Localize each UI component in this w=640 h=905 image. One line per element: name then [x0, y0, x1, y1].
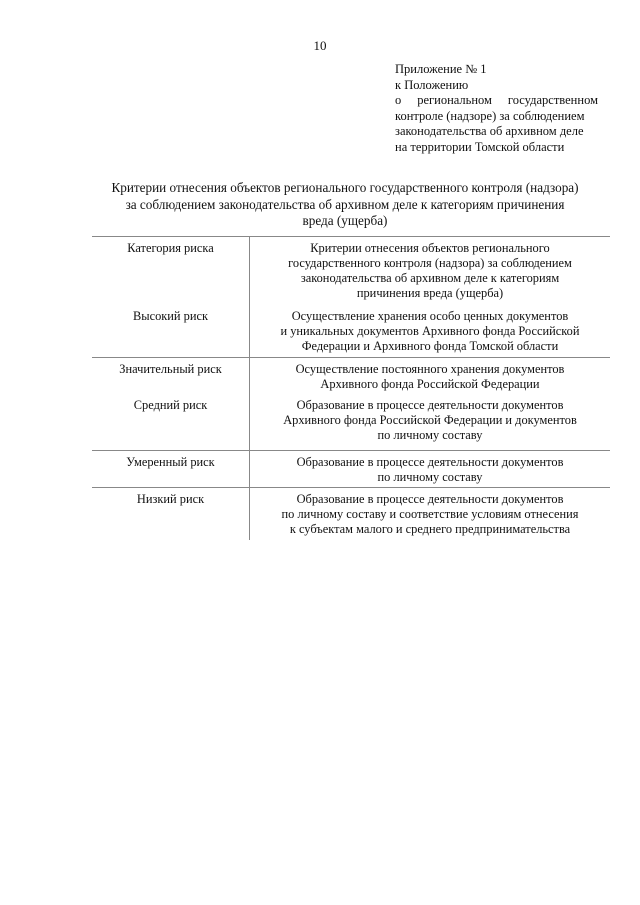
appendix-block: [395, 62, 598, 156]
criteria-line: по личному составу и соответствие условиям отнесения: [281, 507, 579, 521]
criteria-cell: [250, 488, 610, 540]
appendix-line: Приложение № 1: [395, 62, 487, 76]
criteria-line: Архивного фонда Российской Федерации и документов: [283, 413, 577, 427]
title-line: вреда (ущерба): [302, 213, 388, 228]
category-text: Низкий риск: [136, 492, 205, 506]
criteria-line: Осуществление постоянного хранения документов: [295, 362, 565, 376]
appendix-line: законодательства об архивном деле: [395, 124, 584, 139]
header-criteria-line: законодательства об архивном деле к категориям: [300, 271, 560, 285]
category-cell: [92, 394, 250, 450]
appendix-line: на территории Томской области: [395, 139, 565, 154]
title-line: за соблюдением законодательства об архивном деле к категориям причинения: [125, 196, 565, 212]
criteria-line: Осуществление хранения особо ценных документов: [291, 309, 569, 323]
category-cell: [92, 305, 250, 357]
header-criteria-line: государственного контроля (надзора) за соблюдением: [288, 256, 572, 270]
table-row: [92, 305, 610, 357]
risk-criteria-table: [92, 236, 610, 540]
table-header-row: [92, 237, 610, 305]
category-text: Высокий риск: [132, 309, 208, 323]
category-text: Средний риск: [133, 398, 208, 412]
criteria-line: по личному составу: [377, 428, 483, 442]
table-row: [92, 487, 610, 540]
category-text: Значительный риск: [119, 362, 222, 376]
criteria-cell: [250, 358, 610, 394]
criteria-line: Образование в процессе деятельности документов: [296, 455, 564, 469]
criteria-cell: [250, 305, 610, 357]
appendix-line: к Положению: [395, 77, 469, 92]
criteria-cell: [250, 394, 610, 450]
document-title: [88, 180, 602, 230]
table-row: [92, 357, 610, 394]
header-criteria-line: причинения вреда (ущерба): [356, 286, 504, 300]
appendix-line: о региональном государственном: [395, 93, 598, 108]
header-criteria-line: Критерии отнесения объектов регионального: [310, 241, 550, 255]
appendix-line: контроле (надзоре) за соблюдением: [395, 108, 585, 123]
category-text: Умеренный риск: [126, 455, 215, 469]
table-row: [92, 450, 610, 487]
criteria-line: по личному составу: [377, 470, 483, 484]
criteria-line: Архивного фонда Российской Федерации: [320, 377, 540, 391]
criteria-cell: [250, 451, 610, 487]
title-line: Критерии отнесения объектов регионального государственного контроля (надзора): [111, 180, 579, 195]
criteria-line: Образование в процессе деятельности документов: [296, 398, 564, 412]
category-cell: [92, 488, 250, 540]
category-cell: [92, 451, 250, 487]
criteria-line: к субъектам малого и среднего предпринимательства: [289, 522, 571, 536]
header-criteria-cell: [250, 237, 610, 305]
criteria-line: Образование в процессе деятельности документов: [296, 492, 564, 506]
criteria-line: и уникальных документов Архивного фонда Российской: [280, 324, 580, 338]
header-category-text: Категория риска: [127, 241, 214, 255]
header-category-cell: [92, 237, 250, 305]
category-cell: [92, 358, 250, 394]
criteria-line: Федерации и Архивного фонда Томской области: [301, 339, 559, 353]
table-row: [92, 394, 610, 450]
page-number: 10: [313, 38, 327, 53]
